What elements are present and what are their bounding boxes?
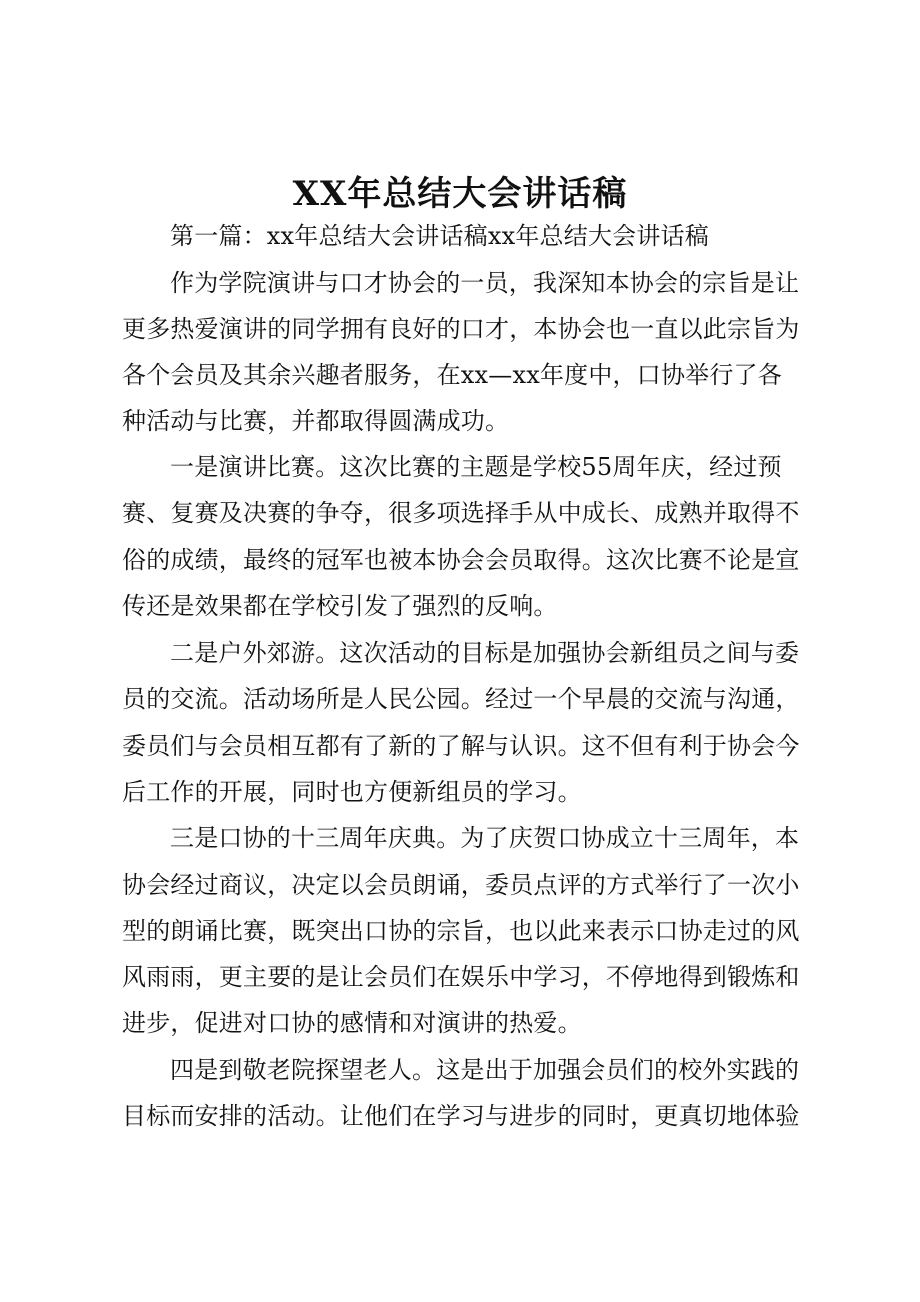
paragraph-line: 各个会员及其余兴趣者服务，在xx—xx年度中，口协举行了各 bbox=[122, 361, 782, 389]
paragraph-line: 传还是效果都在学校引发了强烈的反响。 bbox=[122, 592, 558, 620]
paragraph-line: 目标而安排的活动。让他们在学习与进步的同时，更真切地体验 bbox=[122, 1102, 800, 1130]
paragraph-line: 种活动与比赛，并都取得圆满成功。 bbox=[122, 407, 510, 435]
subtitle-line: 第一篇：xx年总结大会讲话稿xx年总结大会讲话稿 bbox=[170, 222, 709, 250]
paragraph-line: 进步，促进对口协的感情和对演讲的热爱。 bbox=[122, 1009, 582, 1037]
paragraph-line: 三是口协的十三周年庆典。为了庆贺口协成立十三周年，本 bbox=[170, 824, 800, 852]
paragraph-line: 风雨雨，更主要的是让会员们在娱乐中学习，不停地得到锻炼和 bbox=[122, 963, 800, 991]
paragraph-line: 型的朗诵比赛，既突出口协的宗旨，也以此来表示口协走过的风 bbox=[122, 917, 800, 945]
paragraph-line: 俗的成绩，最终的冠军也被本协会会员取得。这次比赛不论是宣 bbox=[122, 546, 800, 574]
paragraph-line: 赛、复赛及决赛的争夺，很多项选择手从中成长、成熟并取得不 bbox=[122, 499, 800, 527]
paragraph-line: 更多热爱演讲的同学拥有良好的口才，本协会也一直以此宗旨为 bbox=[122, 315, 800, 343]
paragraph-line: 二是户外郊游。这次活动的目标是加强协会新组员之间与委 bbox=[170, 639, 800, 667]
paragraph-line: 后工作的开展，同时也方便新组员的学习。 bbox=[122, 778, 582, 806]
paragraph-line: 作为学院演讲与口才协会的一员，我深知本协会的宗旨是让 bbox=[170, 269, 800, 297]
document-title: XX年总结大会讲话稿 bbox=[292, 174, 628, 214]
paragraph-line: 员的交流。活动场所是人民公园。经过一个早晨的交流与沟通， bbox=[122, 685, 800, 713]
paragraph-line: 一是演讲比赛。这次比赛的主题是学校55周年庆，经过预 bbox=[170, 453, 782, 481]
paragraph-line: 委员们与会员相互都有了新的了解与认识。这不但有利于协会今 bbox=[122, 732, 800, 760]
paragraph-line: 四是到敬老院探望老人。这是出于加强会员们的校外实践的 bbox=[170, 1056, 800, 1084]
paragraph-line: 协会经过商议，决定以会员朗诵，委员点评的方式举行了一次小 bbox=[122, 871, 800, 899]
